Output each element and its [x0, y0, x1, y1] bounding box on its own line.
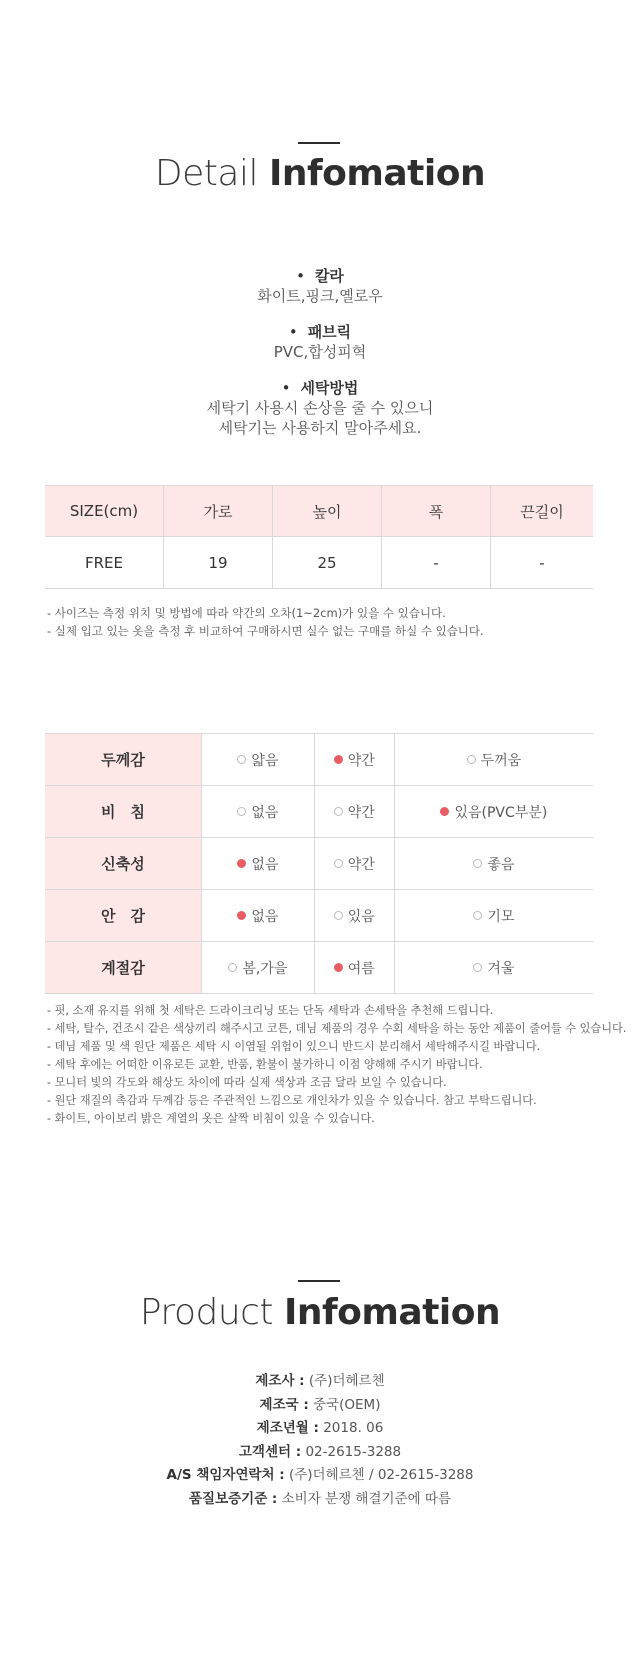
option-text: 기모	[487, 908, 515, 925]
feel-option	[314, 890, 394, 942]
size-header: 가로	[164, 486, 273, 537]
feel-table	[45, 733, 593, 994]
option-text: 얇음	[251, 752, 279, 769]
size-header: SIZE(cm)	[45, 486, 164, 537]
radio-dot-icon	[473, 859, 482, 868]
size-cell: -	[491, 537, 594, 589]
detail-title-bold: Infomation	[268, 153, 486, 194]
radio-dot-icon	[473, 963, 482, 972]
size-notes	[47, 604, 484, 640]
product-info-label: 제조년월 :	[256, 1420, 319, 1436]
option-text: 약간	[347, 752, 375, 769]
option-text: 겨울	[487, 960, 515, 977]
radio-dot-icon	[334, 755, 343, 764]
product-info-value: 02-2615-3288	[305, 1443, 402, 1460]
product-title-light: Product	[139, 1292, 274, 1333]
spec-value: 화이트,핑크,옐로우	[257, 287, 383, 305]
list-item	[0, 1464, 640, 1488]
radio-dot-icon	[334, 807, 343, 816]
note-line: - 세탁 후에는 어떠한 이유로든 교환, 반품, 환불이 불가하니 이점 양해해 주시기 바랍니다.	[47, 1058, 483, 1071]
option-text: 있음	[347, 908, 375, 925]
option-text: 없음	[251, 908, 279, 925]
size-table-header-row	[45, 486, 593, 537]
feel-label: 안 감	[45, 890, 202, 942]
product-info-value: (주)더헤르첸	[308, 1373, 385, 1389]
spec-label: 패브릭	[307, 323, 352, 341]
option-text: 약간	[347, 804, 375, 821]
radio-dot-icon	[440, 807, 449, 816]
option-text: 있음(PVC부분)	[454, 804, 548, 821]
note-line: - 핏, 소재 유지를 위해 첫 세탁은 드라이크리닝 또는 단독 세탁과 손세탁을 추천해 드립니다.	[47, 1004, 494, 1017]
product-info-value: 중국(OEM)	[313, 1396, 381, 1413]
product-info-label: 고객센터 :	[238, 1443, 302, 1460]
size-table	[45, 485, 593, 589]
note-line: - 원단 재질의 촉감과 두께감 등은 주관적인 느낌으로 개인차가 있을 수 있습니다. 참고 부탁드립니다.	[47, 1094, 537, 1107]
option-text: 두꺼움	[480, 752, 522, 769]
product-info-label: 제조사 :	[255, 1373, 305, 1389]
feel-option	[314, 838, 394, 890]
product-info-value: (주)더헤르첸 / 02-2615-3288	[288, 1467, 474, 1483]
product-info-label: 제조국 :	[259, 1396, 309, 1413]
feel-option	[202, 786, 315, 838]
feel-option	[202, 734, 315, 786]
feel-option	[394, 942, 593, 994]
radio-dot-icon	[237, 859, 246, 868]
spec-value: 세탁기는 사용하지 말아주세요.	[218, 419, 422, 437]
feel-option	[202, 942, 315, 994]
spec-label: 칼라	[314, 267, 344, 285]
feel-label: 비 침	[45, 786, 202, 838]
option-text: 약간	[347, 856, 375, 873]
list-item	[0, 1394, 640, 1418]
radio-dot-icon	[237, 807, 246, 816]
radio-dot-icon	[237, 911, 246, 920]
option-text: 없음	[251, 856, 279, 873]
table-row	[45, 734, 593, 786]
radio-dot-icon	[334, 963, 343, 972]
radio-dot-icon	[334, 859, 343, 868]
feel-option	[394, 734, 593, 786]
feel-option	[314, 734, 394, 786]
table-row	[45, 942, 593, 994]
list-item	[0, 1417, 640, 1441]
list-item	[0, 1370, 640, 1394]
spec-value: 세탁기 사용시 손상을 줄 수 있으니	[206, 399, 434, 417]
list-item	[0, 1488, 640, 1512]
option-text: 없음	[251, 804, 279, 821]
radio-dot-icon	[473, 911, 482, 920]
note-line: - 사이즈는 측정 위치 및 방법에 따라 약간의 오차(1~2cm)가 있을 수 있습니다.	[47, 606, 446, 620]
note-line: - 세탁, 탈수, 건조시 같은 색상끼리 해주시고 코튼, 데님 제품의 경우 수회 세탁을 하는 동안 제품이 줄어들 수 있습니다.	[47, 1022, 627, 1035]
care-notes	[47, 1002, 626, 1128]
note-line: - 화이트, 아이보리 밝은 계열의 옷은 살짝 비침이 있을 수 있습니다.	[47, 1112, 375, 1125]
feel-option	[202, 838, 315, 890]
feel-option	[394, 838, 593, 890]
size-cell: -	[382, 537, 491, 589]
spec-label: 세탁방법	[300, 379, 359, 397]
detail-section-title	[0, 153, 640, 194]
product-info-list	[0, 1370, 640, 1511]
table-row	[45, 890, 593, 942]
section-divider-bar	[298, 1280, 340, 1282]
product-info-value: 2018. 06	[323, 1420, 384, 1436]
detail-title-light: Detail	[154, 153, 258, 194]
list-item	[0, 1441, 640, 1465]
option-text: 좋음	[487, 856, 515, 873]
size-cell: FREE	[45, 537, 164, 589]
product-info-label: A/S 책임자연락처 :	[166, 1467, 285, 1483]
size-header: 높이	[273, 486, 382, 537]
section-divider-bar	[298, 142, 340, 144]
feel-option	[314, 942, 394, 994]
table-row	[45, 786, 593, 838]
feel-label: 두께감	[45, 734, 202, 786]
feel-label: 신축성	[45, 838, 202, 890]
size-header: 끈길이	[491, 486, 594, 537]
table-row	[45, 838, 593, 890]
radio-dot-icon	[467, 755, 476, 764]
size-header: 폭	[382, 486, 491, 537]
option-text: 여름	[347, 960, 375, 977]
feel-option	[394, 786, 593, 838]
product-title-bold: Infomation	[284, 1292, 501, 1333]
spec-color: • 칼라 화이트,핑크,옐로우	[0, 266, 640, 306]
spec-value: PVC,합성피혁	[273, 343, 367, 361]
radio-dot-icon	[228, 963, 237, 972]
spec-fabric: • 패브릭 PVC,합성피혁	[0, 322, 640, 362]
feel-option	[394, 890, 593, 942]
option-text: 봄,가을	[242, 960, 288, 977]
size-cell: 25	[273, 537, 382, 589]
feel-label: 계절감	[45, 942, 202, 994]
feel-option	[314, 786, 394, 838]
feel-option	[202, 890, 315, 942]
spec-washing: • 세탁방법 세탁기 사용시 손상을 줄 수 있으니 세탁기는 사용하지 말아주세요.	[0, 378, 640, 438]
product-info-label: 품질보증기준 :	[188, 1490, 278, 1507]
size-cell: 19	[164, 537, 273, 589]
radio-dot-icon	[237, 755, 246, 764]
table-row	[45, 537, 593, 589]
note-line: - 실제 입고 있는 옷을 측정 후 비교하여 구매하시면 실수 없는 구매를 하실 수 있습니다.	[47, 624, 484, 638]
product-section-title	[0, 1292, 640, 1333]
product-info-value: 소비자 분쟁 해결기준에 따름	[281, 1490, 452, 1507]
radio-dot-icon	[334, 911, 343, 920]
note-line: - 데님 제품 및 색 원단 제품은 세탁 시 이염될 위험이 있으니 반드시 분리해서 세탁해주시길 바랍니다.	[47, 1040, 541, 1053]
note-line: - 모니터 빛의 각도와 해상도 차이에 따라 실제 색상과 조금 달라 보일 수 있습니다.	[47, 1076, 447, 1089]
